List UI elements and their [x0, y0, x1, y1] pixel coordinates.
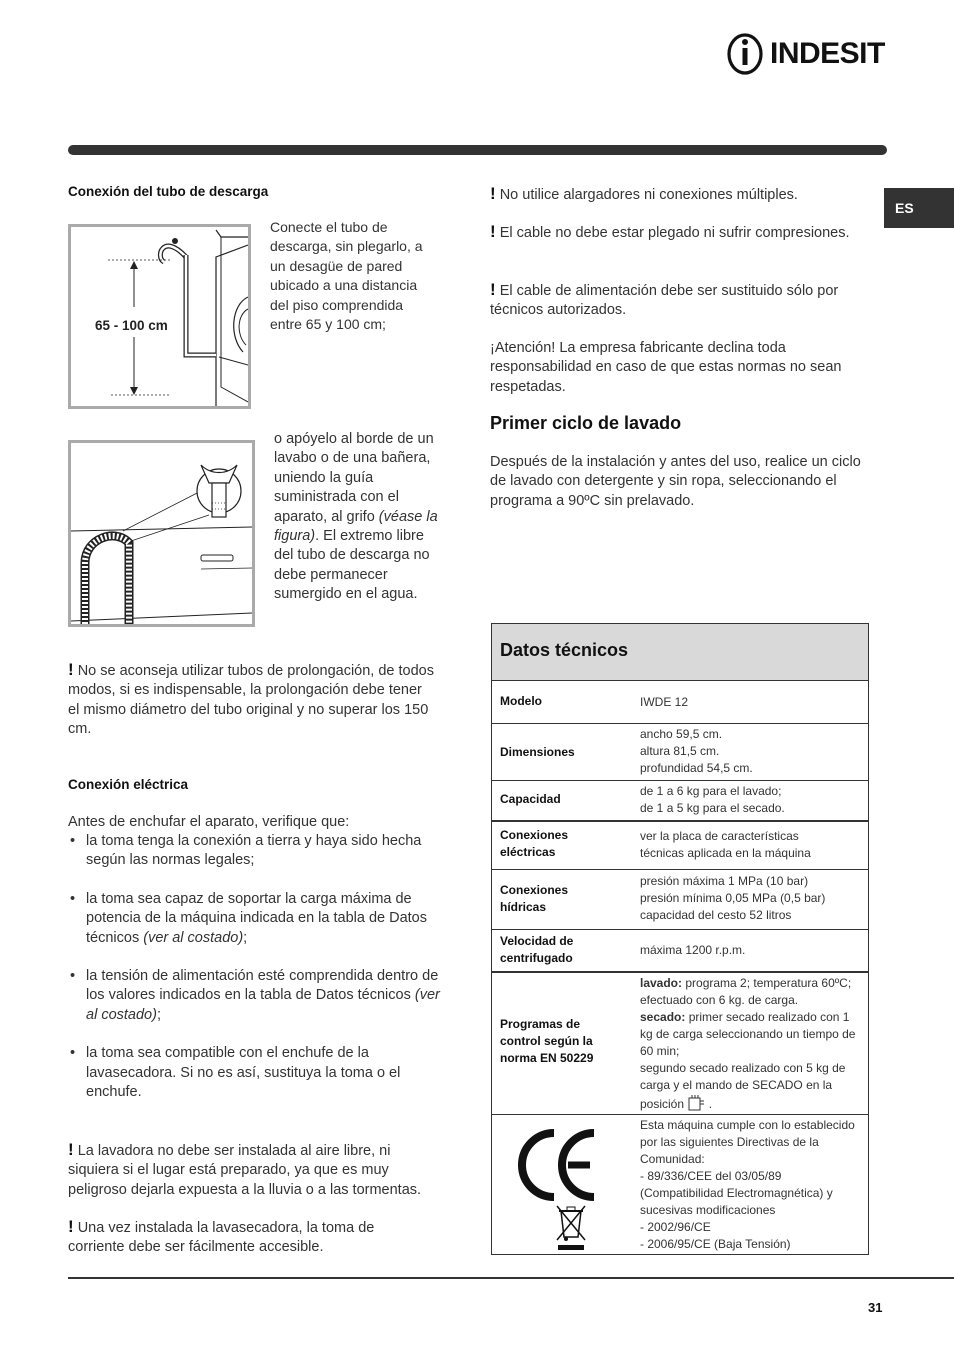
tech-data-header	[492, 624, 868, 681]
checklist-item-text: la tensión de alimentación esté comprendida dentro de los valores indicados en la tabla de Datos técnicos	[86, 968, 439, 1004]
sink-drain-text-see-figure: (véase la figura)	[274, 508, 438, 545]
figure-sink-drain	[68, 440, 255, 627]
attention-note: ¡Atención! La empresa fabricante declina toda responsabilidad en caso de que estas normas no sean respetadas.	[490, 340, 842, 395]
table-row	[492, 930, 868, 973]
weee-bin-icon	[554, 1203, 588, 1251]
row-value: máxima 1200 r.p.m.	[640, 943, 746, 957]
table-row-compliance	[492, 1115, 868, 1254]
warning-extension	[68, 660, 434, 740]
brand-logo-icon	[726, 32, 766, 76]
checklist-item	[68, 1044, 448, 1102]
warning-outdoor	[68, 1140, 444, 1200]
warning-extensions-text: No utilice alargadores ni conexiones múltiples.	[499, 187, 798, 203]
tech-data-table	[491, 623, 869, 1255]
table-row	[492, 870, 868, 930]
checklist-item	[68, 967, 448, 1025]
first-cycle-title: Primer ciclo de lavado	[490, 413, 682, 433]
warning-mark: !	[68, 660, 74, 679]
warning-extension-text: No se aconseja utilizar tubos de prolongación, de todos modos, si es indispensable, la prolongación debe tener el mismo diámetro del tubo original y no superar los 150 cm.	[68, 663, 434, 738]
figure-wall-drain	[68, 224, 251, 409]
checklist-item-punct: ;	[156, 1006, 161, 1023]
brand-logo	[726, 32, 888, 76]
first-cycle-text: Después de la instalación y antes del uso, realice un ciclo de lavado con detergente y sin ropa, seleccionando el programa a 90ºC sin prelavado.	[490, 454, 861, 509]
brand-name: INDESIT	[770, 37, 885, 70]
dry-label: secado:	[640, 1010, 686, 1024]
table-row	[492, 973, 868, 1115]
checklist-item	[68, 890, 448, 948]
language-tab: ES	[884, 188, 954, 228]
row-key: Dimensiones	[500, 745, 575, 759]
wash-label: lavado:	[640, 976, 683, 990]
warning-cable-replace-text: El cable de alimentación debe ser sustituido sólo por técnicos autorizados.	[490, 283, 839, 319]
row-key: Conexiones eléctricas	[500, 828, 569, 859]
warning-access	[68, 1217, 412, 1258]
row-key: Programas de control según la norma EN 50229	[500, 1017, 594, 1065]
row-value: ver la placa de características técnicas aplicada en la máquina	[640, 829, 811, 860]
warning-cable-replace	[490, 280, 868, 321]
header-rule	[68, 145, 887, 155]
table-row	[492, 724, 868, 781]
warning-extensions	[490, 184, 868, 205]
table-row	[492, 822, 868, 870]
row-value: ancho 59,5 cm. altura 81,5 cm. profundidad 54,5 cm.	[640, 727, 753, 775]
sink-drain-text	[274, 430, 438, 605]
row-key: Capacidad	[500, 792, 561, 806]
ce-mark-icon	[518, 1127, 598, 1203]
checklist-item-punct: ;	[243, 929, 248, 946]
wash-text: programa 2; temperatura 60ºC; efectuado con 6 kg. de carga.	[640, 976, 852, 1007]
row-value: de 1 a 6 kg para el lavado; de 1 a 5 kg para el secado.	[640, 784, 785, 815]
warning-cable-fold-text: El cable no debe estar plegado ni sufrir compresiones.	[499, 225, 850, 241]
row-key: Conexiones hídricas	[500, 883, 569, 914]
warning-access-text: Una vez instalada la lavasecadora, la toma de corriente debe ser fácilmente accesible.	[68, 1220, 375, 1256]
wall-drain-illustration	[71, 227, 248, 406]
page-number: 31	[868, 1300, 883, 1315]
row-value: presión máxima 1 MPa (10 bar) presión mínima 0,05 MPa (0,5 bar) capacidad del cesto 52 litros	[640, 874, 826, 922]
warning-mark: !	[490, 222, 496, 241]
drain-height-label: 65 - 100 cm	[95, 318, 168, 333]
wall-drain-text: Conecte el tubo de descarga, sin plegarlo, a un desagüe de pared ubicado a una distancia del piso comprendida entre 65 y 100 cm;	[270, 219, 423, 333]
warning-mark: !	[68, 1140, 74, 1159]
checklist-item-text: la toma sea capaz de soportar la carga máxima de potencia de la máquina indicada en la tabla de Datos técnicos	[86, 890, 427, 946]
compliance-text: Esta máquina cumple con lo establecido por las siguientes Directivas de la Comunidad: - 89/336/CEE del 03/05/89 (Compatibilidad Electromagnética) y sucesivas modificaciones - 2002/96/CE - 2006/95/CE (Baja Tensión)	[640, 1118, 855, 1251]
warning-mark: !	[68, 1217, 74, 1236]
row-key: Modelo	[500, 694, 542, 708]
sink-drain-text-part2: . El extremo libre del tubo de descarga no debe permanecer sumergido en el agua.	[274, 528, 430, 603]
table-row	[492, 680, 868, 724]
checklist-item-text: la toma tenga la conexión a tierra y haya sido hecha según las normas legales;	[86, 833, 422, 869]
dry-text-end: .	[705, 1097, 713, 1111]
checklist-item	[68, 832, 448, 871]
warning-outdoor-text: La lavadora no debe ser instalada al aire libre, ni siquiera si el lugar está preparado, ya que es muy peligroso dejarla expuesta a la lluvia o a las tormentas.	[68, 1143, 422, 1198]
warning-mark: !	[490, 280, 496, 299]
electric-section-title: Conexión eléctrica	[68, 777, 189, 792]
sink-drain-text-part1: o apóyelo al borde de un lavabo o de una bañera, uniendo la guía suministrada con el aparato, al grifo	[274, 431, 434, 525]
dry-dial-icon	[687, 1094, 705, 1111]
dry-text-2: segundo secado realizado con 5 kg de carga y el mando de SECADO en la posición	[640, 1061, 846, 1111]
sink-drain-illustration	[71, 443, 252, 624]
warning-cable-fold	[490, 222, 868, 243]
row-key: Velocidad de centrifugado	[500, 934, 574, 965]
electric-intro: Antes de enchufar el aparato, verifique que:	[68, 814, 350, 830]
footer-rule	[68, 1277, 954, 1279]
table-row	[492, 781, 868, 822]
electric-checklist	[68, 832, 448, 1102]
row-value: IWDE 12	[640, 695, 689, 709]
warning-mark: !	[490, 184, 496, 203]
checklist-item-see-side: (ver al costado)	[86, 987, 440, 1023]
row-value	[640, 975, 862, 1113]
dry-text: primer secado realizado con 1 kg de carga seleccionando un tiempo de 60 min;	[640, 1010, 856, 1058]
tech-data-title: Datos técnicos	[500, 640, 629, 660]
checklist-item-see-side: (ver al costado)	[143, 929, 244, 946]
checklist-item-text: la toma sea compatible con el enchufe de la lavasecadora. Si no es así, sustituya la toma o el enchufe.	[86, 1045, 401, 1101]
drain-section-title: Conexión del tubo de descarga	[68, 184, 269, 199]
